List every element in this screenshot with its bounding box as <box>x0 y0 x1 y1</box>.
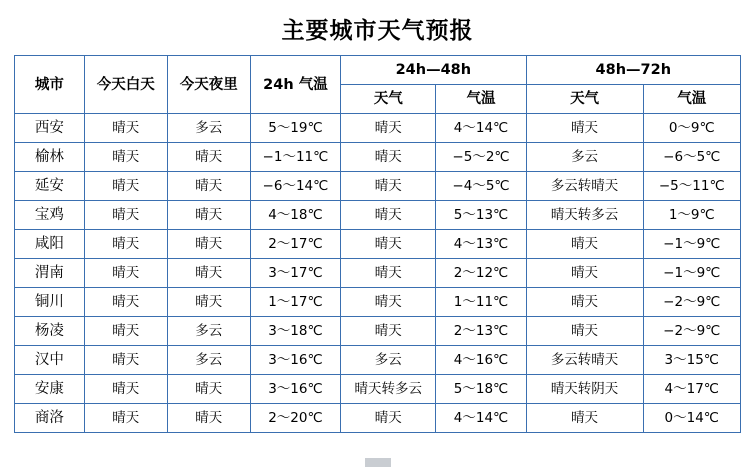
cell-weather-24-48: 多云 <box>341 346 436 375</box>
cell-temp-48-72: −6～5℃ <box>643 143 740 172</box>
cell-city: 安康 <box>15 375 85 404</box>
cell-temp-24-48: 4～13℃ <box>436 230 526 259</box>
cell-city: 铜川 <box>15 288 85 317</box>
cell-weather-48-72: 晴天 <box>526 317 643 346</box>
cell-weather-24-48: 晴天 <box>341 143 436 172</box>
header-group-24-48: 24h—48h <box>341 56 527 85</box>
table-row <box>15 288 741 317</box>
cell-today-day: 晴天 <box>84 114 167 143</box>
cell-weather-48-72: 晴天 <box>526 288 643 317</box>
table-row <box>15 317 741 346</box>
cell-today-day: 晴天 <box>84 143 167 172</box>
cell-temp-48-72: 1～9℃ <box>643 201 740 230</box>
cell-weather-48-72: 多云转晴天 <box>526 346 643 375</box>
cell-today-day: 晴天 <box>84 288 167 317</box>
cell-weather-24-48: 晴天 <box>341 317 436 346</box>
header-temperature-24-48: 气温 <box>436 85 526 114</box>
cell-city: 西安 <box>15 114 85 143</box>
cell-temp-24-48: −4～5℃ <box>436 172 526 201</box>
cell-temp-24h: −1～11℃ <box>250 143 340 172</box>
forecast-table-wrapper <box>0 55 755 433</box>
cell-weather-48-72: 晴天 <box>526 404 643 433</box>
cell-weather-48-72: 多云 <box>526 143 643 172</box>
cell-temp-24-48: −5～2℃ <box>436 143 526 172</box>
cell-weather-48-72: 晴天转多云 <box>526 201 643 230</box>
cell-today-night: 多云 <box>167 346 250 375</box>
cell-temp-24h: 3～16℃ <box>250 346 340 375</box>
cell-weather-24-48: 晴天 <box>341 114 436 143</box>
cell-today-day: 晴天 <box>84 375 167 404</box>
cell-city: 汉中 <box>15 346 85 375</box>
cell-today-night: 晴天 <box>167 230 250 259</box>
cell-city: 延安 <box>15 172 85 201</box>
cell-today-night: 晴天 <box>167 259 250 288</box>
cell-weather-24-48: 晴天 <box>341 172 436 201</box>
cell-temp-24-48: 1～11℃ <box>436 288 526 317</box>
table-header <box>15 56 741 114</box>
header-group-48-72: 48h—72h <box>526 56 740 85</box>
cell-temp-24-48: 4～16℃ <box>436 346 526 375</box>
cell-temp-48-72: 0～14℃ <box>643 404 740 433</box>
cell-today-night: 多云 <box>167 114 250 143</box>
header-row-top <box>15 56 741 85</box>
cell-today-night: 晴天 <box>167 143 250 172</box>
cell-city: 商洛 <box>15 404 85 433</box>
table-row <box>15 172 741 201</box>
cell-today-day: 晴天 <box>84 230 167 259</box>
cell-weather-24-48: 晴天 <box>341 259 436 288</box>
page-title: 主要城市天气预报 <box>281 18 474 44</box>
cell-temp-48-72: −2～9℃ <box>643 317 740 346</box>
cell-temp-48-72: 4～17℃ <box>643 375 740 404</box>
cell-temp-24h: 2～17℃ <box>250 230 340 259</box>
cell-temp-24h: −6～14℃ <box>250 172 340 201</box>
cell-temp-24h: 3～16℃ <box>250 375 340 404</box>
cell-today-night: 晴天 <box>167 375 250 404</box>
table-row <box>15 201 741 230</box>
cell-today-night: 晴天 <box>167 404 250 433</box>
cell-today-day: 晴天 <box>84 317 167 346</box>
header-temperature-48-72: 气温 <box>643 85 740 114</box>
cell-temp-48-72: 0～9℃ <box>643 114 740 143</box>
cell-temp-24h: 4～18℃ <box>250 201 340 230</box>
cell-today-night: 晴天 <box>167 288 250 317</box>
cell-weather-48-72: 晴天 <box>526 259 643 288</box>
cell-today-day: 晴天 <box>84 404 167 433</box>
cell-temp-24h: 3～17℃ <box>250 259 340 288</box>
header-temp-24h: 24h 气温 <box>250 56 340 114</box>
cell-temp-48-72: −5～11℃ <box>643 172 740 201</box>
cell-today-day: 晴天 <box>84 259 167 288</box>
cell-weather-24-48: 晴天 <box>341 230 436 259</box>
cell-today-night: 晴天 <box>167 201 250 230</box>
cell-temp-24-48: 4～14℃ <box>436 404 526 433</box>
cell-city: 渭南 <box>15 259 85 288</box>
table-row <box>15 375 741 404</box>
cell-today-day: 晴天 <box>84 346 167 375</box>
cell-weather-24-48: 晴天转多云 <box>341 375 436 404</box>
cell-temp-48-72: −1～9℃ <box>643 259 740 288</box>
cell-city: 咸阳 <box>15 230 85 259</box>
cell-city: 宝鸡 <box>15 201 85 230</box>
cell-weather-24-48: 晴天 <box>341 288 436 317</box>
cell-today-day: 晴天 <box>84 201 167 230</box>
cell-temp-24h: 3～18℃ <box>250 317 340 346</box>
header-weather-48-72: 天气 <box>526 85 643 114</box>
cell-temp-24h: 2～20℃ <box>250 404 340 433</box>
cell-weather-24-48: 晴天 <box>341 404 436 433</box>
table-row <box>15 114 741 143</box>
cell-temp-24-48: 4～14℃ <box>436 114 526 143</box>
table-row <box>15 259 741 288</box>
header-today-day: 今天白天 <box>84 56 167 114</box>
table-row <box>15 404 741 433</box>
cell-today-day: 晴天 <box>84 172 167 201</box>
cell-city: 榆林 <box>15 143 85 172</box>
header-city: 城市 <box>15 56 85 114</box>
cell-weather-48-72: 晴天 <box>526 230 643 259</box>
cell-temp-24-48: 2～12℃ <box>436 259 526 288</box>
cell-temp-24-48: 2～13℃ <box>436 317 526 346</box>
cell-weather-48-72: 晴天转阴天 <box>526 375 643 404</box>
cell-today-night: 晴天 <box>167 172 250 201</box>
page-footer-mark <box>365 458 391 467</box>
cell-weather-24-48: 晴天 <box>341 201 436 230</box>
cell-temp-24h: 1～17℃ <box>250 288 340 317</box>
cell-today-night: 多云 <box>167 317 250 346</box>
table-body <box>15 114 741 433</box>
weather-forecast-table <box>14 55 741 433</box>
cell-temp-48-72: −2～9℃ <box>643 288 740 317</box>
cell-temp-24h: 5～19℃ <box>250 114 340 143</box>
table-row <box>15 346 741 375</box>
cell-temp-24-48: 5～18℃ <box>436 375 526 404</box>
cell-temp-48-72: −1～9℃ <box>643 230 740 259</box>
cell-temp-24-48: 5～13℃ <box>436 201 526 230</box>
table-row <box>15 230 741 259</box>
header-today-night: 今天夜里 <box>167 56 250 114</box>
cell-weather-48-72: 多云转晴天 <box>526 172 643 201</box>
table-row <box>15 143 741 172</box>
header-weather-24-48: 天气 <box>341 85 436 114</box>
cell-city: 杨凌 <box>15 317 85 346</box>
cell-weather-48-72: 晴天 <box>526 114 643 143</box>
cell-temp-48-72: 3～15℃ <box>643 346 740 375</box>
